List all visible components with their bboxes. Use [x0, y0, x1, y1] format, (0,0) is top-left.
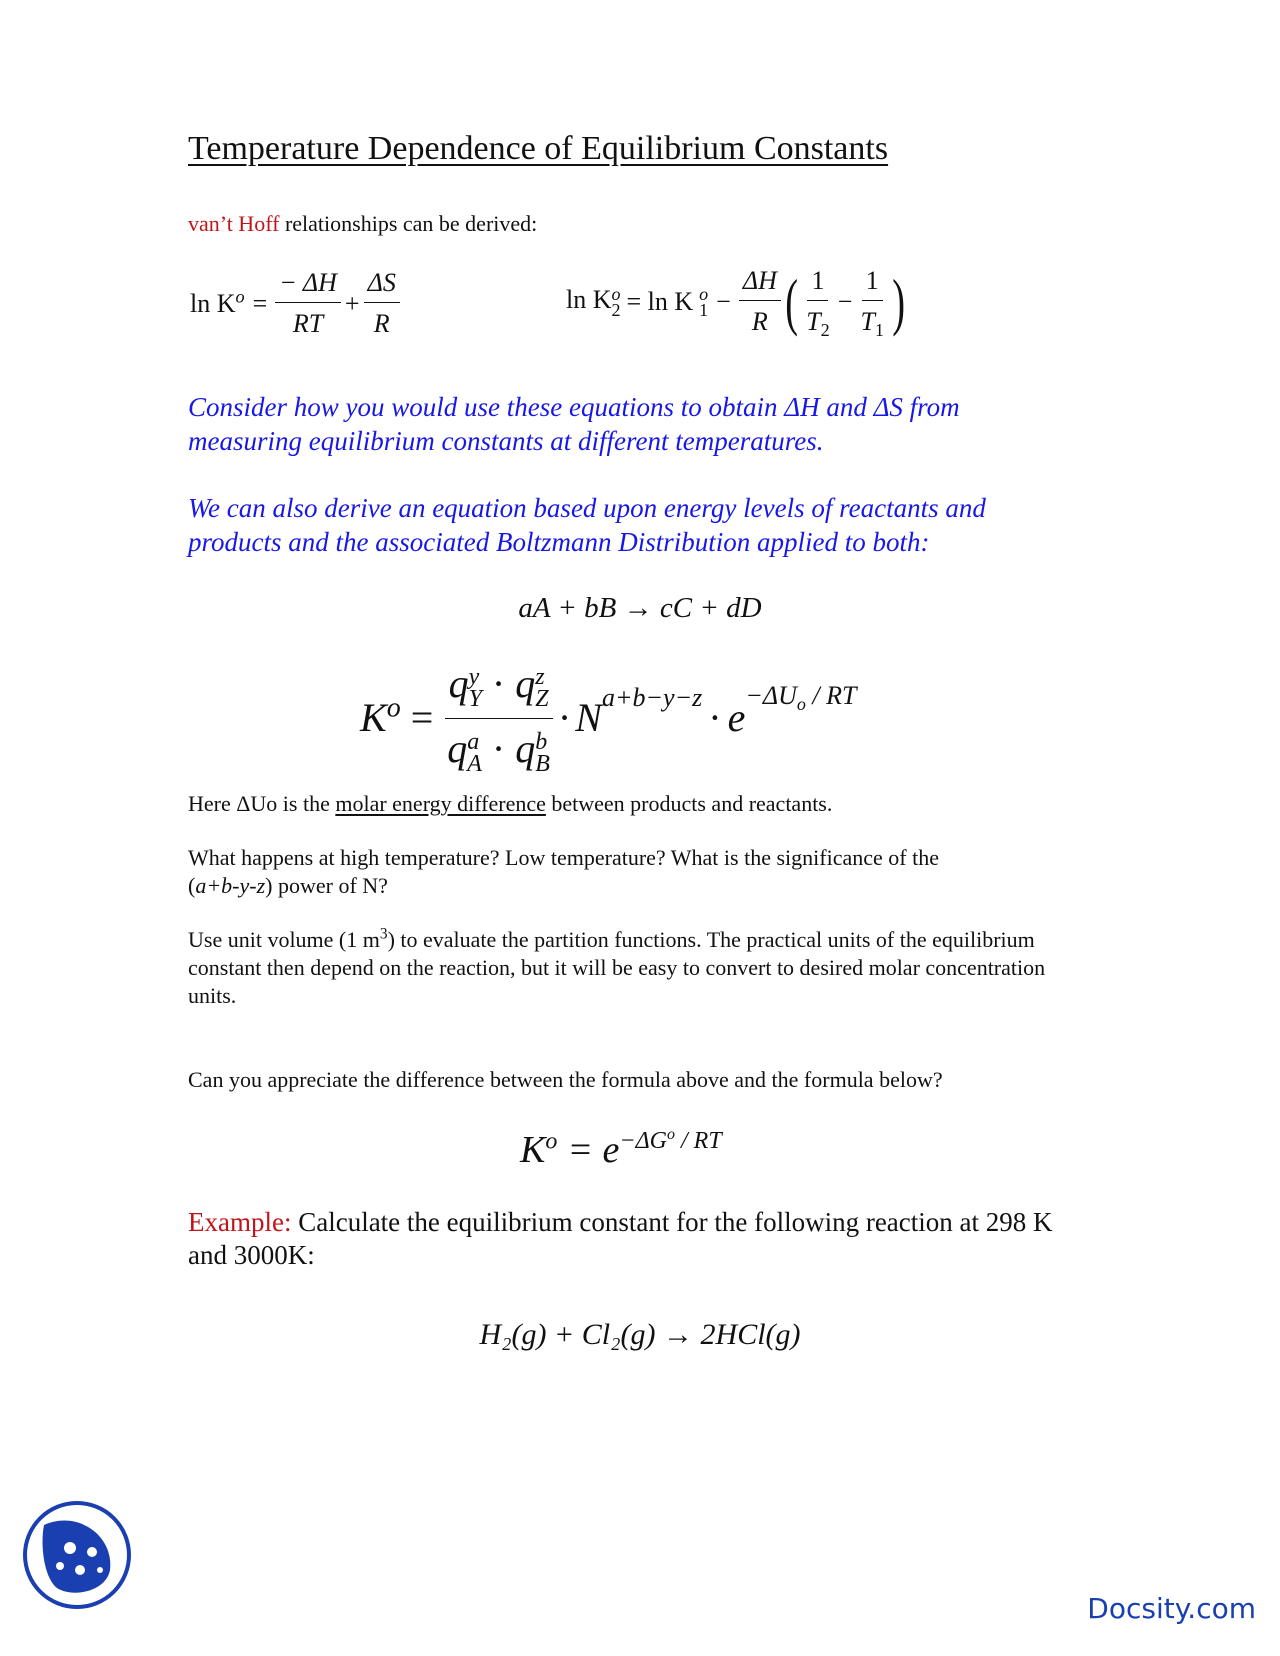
derive-paragraph: We can also derive an equation based upon energy levels of reactants and products and the associated Boltzmann Distribution applied to both:	[188, 493, 986, 557]
hcl-reaction: H₂(g) + Cl₂(g) → 2HCl(g)	[479, 1318, 801, 1351]
example-paragraph: Example: Calculate the equilibrium constant for the following reaction at 298 K and 3000K:	[188, 1207, 1053, 1270]
eq2-close-paren: )	[892, 265, 906, 337]
here-line: Here ΔUo is the molar energy difference between products and reactants.	[188, 791, 833, 816]
equation-partition-function	[360, 660, 857, 775]
eq2-minus: −	[716, 286, 731, 316]
eq2-fraction-h: $\frac{\Delta H}{R}$	[739, 266, 781, 337]
eq2-fraction-t1: $\frac{1}{T_1}$	[860, 266, 884, 341]
page-title: Temperature Dependence of Equilibrium Constants	[188, 130, 889, 167]
intro-text: relationships can be derived:	[279, 211, 538, 236]
molar-energy-difference: molar energy difference	[335, 791, 546, 816]
eq3-n-term: $N^{a+b-y-z}$	[575, 683, 703, 740]
consider-paragraph: Consider how you would use these equations to obtain ΔH and ΔS from measuring equilibrium constants at different temperatures.	[188, 392, 960, 456]
appreciate-line: Can you appreciate the difference between the formula above and the formula below?	[188, 1067, 943, 1092]
eq1-fraction-h: $\frac{- \Delta H}{RT}$	[275, 268, 341, 339]
example-label: Example:	[188, 1207, 292, 1237]
eq2-fraction-t2: $\frac{1}{T_2}$	[806, 266, 830, 341]
eq2-open-paren: (	[785, 265, 798, 337]
question-paragraph: What happens at high temperature? Low temperature? What is the significance of the (a+b-y-z) power of N?	[188, 845, 939, 898]
eq3-fraction: q y Y · q z Z q a A · q b B	[443, 660, 554, 775]
eq1-equals: =	[252, 288, 268, 318]
eq1-lhs: $\ln K^o$	[190, 285, 245, 318]
eq2-rhs-ln: = ln K	[626, 286, 694, 316]
eq2-lhs: ln K o 2	[566, 284, 621, 321]
eq3-dot: ·	[557, 694, 572, 740]
units-paragraph: Use unit volume (1 $m^3$) to evaluate the partition functions. The practical units of the equilibrium constant then depend on the reaction, but it will be easy to convert to desired molar concentration units.	[188, 925, 1046, 1008]
eq1-plus: +	[344, 288, 360, 318]
equation-gibbs: $K^o$ = e $^{-\Delta G^o / RT}$	[520, 1126, 722, 1171]
intro-line	[188, 210, 537, 238]
eq3-equals: =	[410, 694, 434, 740]
eq1-fraction-s: $\frac{\Delta S}{R}$	[364, 268, 400, 339]
eq2-minus-2: −	[837, 286, 853, 316]
general-reaction: aA + bB → cC + dD	[518, 592, 762, 624]
eq3-dot-2: ·	[708, 694, 722, 740]
eq3-exp-term: $e^{-\Delta U_o / RT}$	[727, 681, 857, 740]
eq3-lhs: $K^o$	[360, 692, 401, 740]
equation-vant-hoff-2: ln K o 2 = ln K o 1 − $\frac{\Delta H}{R}$ ( $\frac{1}{T_2}$ − $\frac{1}{T_1}$ )	[566, 265, 906, 341]
equation-vant-hoff-1	[190, 268, 400, 339]
vant-hoff-label: van’t Hoff	[188, 211, 280, 236]
docsity-brand-text: Docsity.com	[1087, 1592, 1256, 1625]
docsity-logo	[22, 1500, 132, 1610]
docsity-logo-icon	[22, 1500, 132, 1610]
